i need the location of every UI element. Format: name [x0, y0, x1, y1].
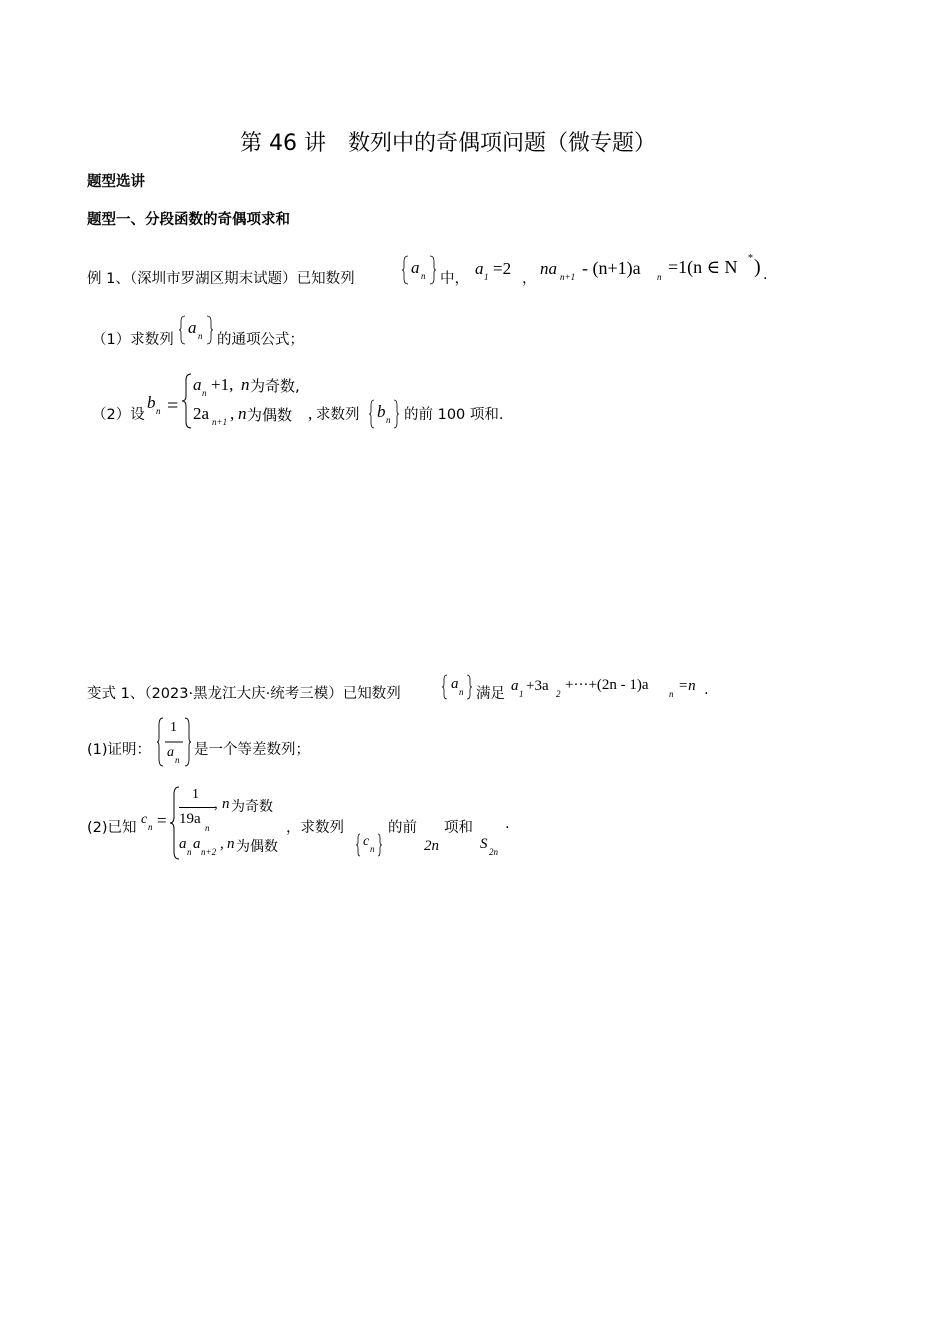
v-case1-fraction-bar [178, 806, 216, 809]
v-part-1-lead: (1)证明： [87, 742, 152, 758]
v-part-1-den-sub: n [175, 755, 180, 765]
v-part-2-sum-label: 项和 [444, 820, 473, 836]
formula-rhs: =n [678, 678, 696, 694]
part-2-end: 的前 100 项和. [404, 407, 504, 423]
v-part-2-front: 的前 [388, 820, 417, 836]
case2-even: 为偶数 [247, 406, 293, 424]
v-part-2-2n: 2n [424, 838, 439, 854]
cond2-rest: =1(n ∈ N [668, 257, 738, 277]
v-case2-even: 为偶数 [236, 839, 278, 855]
formula-a2-sub: 2 [556, 689, 561, 699]
part-2-seq-sub: n [386, 415, 391, 425]
formula-middle: +···+(2n - 1)a [565, 677, 649, 693]
case2-sub: n+1 [212, 417, 228, 427]
example-1-seq-sub: n [421, 271, 426, 281]
variant-1-lead: 变式 1、（2023·黑龙江大庆·统考三模）已知数列 [87, 686, 401, 702]
v-case2-sub2: n+2 [201, 847, 217, 857]
cond2-star: * [748, 253, 753, 264]
question-type-heading: 题型一、分段函数的奇偶项求和 [87, 212, 290, 228]
v-case1-den-sub: n [205, 823, 210, 833]
part-2-seq-b: b [377, 402, 386, 421]
part-2-comma: , [308, 404, 313, 423]
v-part-2-c: c [141, 812, 148, 827]
cond1-a: a [475, 259, 484, 278]
formula-an-sub: n [669, 689, 674, 699]
v-case1-num: 1 [192, 787, 199, 802]
case2-n: n [238, 404, 247, 423]
case2-comma: , [230, 404, 235, 423]
variant-1-seq-sub: n [459, 687, 464, 697]
cond1-rest: =2 [493, 259, 512, 278]
part-2-case-brace [181, 372, 193, 430]
v-part-2-mid: ，求数列 [286, 820, 344, 836]
v-part-1-num: 1 [170, 720, 177, 735]
v-case2-comma: , [220, 836, 224, 852]
formula-a1: a [511, 678, 519, 694]
variant-1-seq-a: a [451, 676, 459, 692]
cond1-sub: 1 [484, 272, 489, 282]
cond2-sub: n+1 [560, 272, 576, 282]
v-part-2-S: S [480, 836, 488, 852]
example-1-end: . [763, 267, 768, 283]
case1-plus: +1, [211, 375, 234, 394]
part-1-seq-sub: n [198, 331, 203, 341]
v-part-2-seq-c: c [363, 834, 370, 849]
example-1-seq-a: a [411, 258, 420, 277]
v-case1-comma: , [214, 796, 218, 812]
variant-1-end: . [704, 682, 709, 698]
cond2-na: na [540, 259, 557, 278]
part-2-b: b [147, 393, 156, 412]
v-case1-den: 19a [179, 811, 201, 827]
part-1-end: 的通项公式； [217, 332, 304, 348]
part-2-b-sub: n [156, 406, 161, 416]
cond2-close: ) [754, 256, 761, 278]
v-part-2-lead: (2)已知 [87, 820, 137, 836]
variant-1-mid: 满足 [476, 686, 505, 702]
v-part-2-seq-sub: n [370, 844, 375, 854]
v-part-2-S-sub: 2n [489, 847, 498, 857]
v-part-2-c-sub: n [148, 822, 153, 832]
example-1-mid: 中， [440, 271, 469, 287]
case1-sub: n [202, 388, 207, 398]
part-2-lead: （2）设 [92, 407, 145, 423]
case1-n: n [241, 375, 250, 394]
formula-a1-sub: 1 [519, 689, 524, 699]
cond-separator: ， [522, 271, 537, 287]
part-2-eq: = [167, 395, 179, 417]
cond2-sub2: n [657, 272, 662, 282]
part-1-lead: （1）求数列 [92, 332, 174, 348]
v-part-1-end: 是一个等差数列； [194, 742, 310, 758]
v-case2-a: a [179, 836, 187, 852]
part-2-mid: 求数列 [316, 407, 360, 423]
v-case2-a2: a [193, 836, 201, 852]
case2-2a: 2a [193, 404, 210, 423]
part-1-seq-a: a [188, 318, 197, 337]
formula-3a2: +3a [526, 678, 549, 694]
page-title: 第 46 讲 数列中的奇偶项问题（微专题） [240, 131, 656, 156]
example-1-lead: 例 1、（深圳市罗湖区期末试题）已知数列 [87, 271, 355, 287]
v-part-2-eq: = [157, 811, 167, 830]
v-part-2-end: . [505, 816, 510, 832]
v-case2-sub: n [187, 847, 192, 857]
v-case2-n: n [227, 836, 235, 852]
case1-odd: 为奇数, [250, 377, 300, 395]
v-part-1-den: a [167, 745, 174, 760]
v-case1-odd: 为奇数 [231, 799, 273, 815]
section-heading: 题型选讲 [87, 174, 145, 190]
v-case1-n: n [222, 796, 230, 812]
cond2-mid: - (n+1)a [582, 258, 641, 278]
case1-a: a [193, 375, 202, 394]
